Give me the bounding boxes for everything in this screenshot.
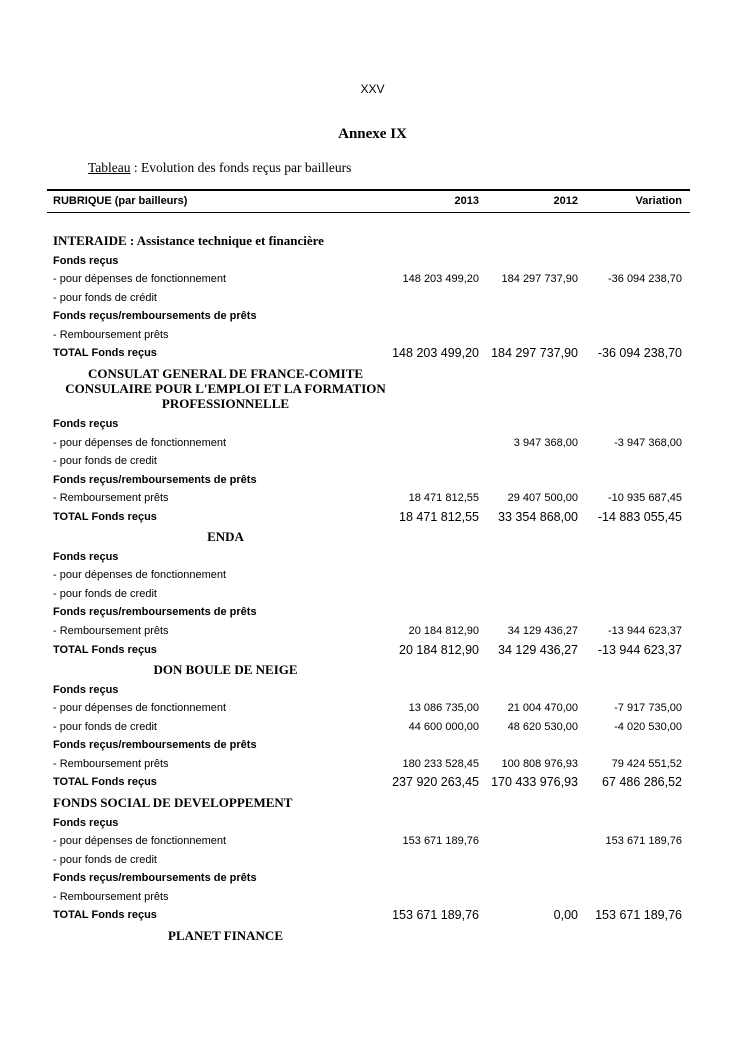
section-heading-line: CONSULAT GENERAL DE FRANCE-COMITE [87,365,364,381]
section-heading-line: ENDA [207,529,244,545]
row-label: - pour fonds de crédit [53,291,157,304]
value-variation: -13 944 623,37 [597,642,682,657]
table-row [47,566,690,585]
row-label: TOTAL Fonds reçus [53,776,157,789]
value-variation: -14 883 055,45 [597,509,682,524]
section-heading [53,662,398,677]
table-row [47,622,690,641]
value-2013: 20 184 812,90 [399,642,479,657]
header-2013: 2013 [454,195,479,207]
table-row [47,585,690,604]
row-label: - pour fonds de credit [53,587,157,600]
table-body [47,213,690,943]
table-row [47,832,690,851]
row-label: Fonds reçus [53,254,119,267]
row-label: - Remboursement prêts [53,890,169,903]
row-label: Fonds reçus/remboursements de prêts [53,473,257,486]
section-heading [53,529,398,544]
table-row [47,736,690,755]
row-label: - pour dépenses de fonctionnement [53,569,227,582]
section-heading-line: PROFESSIONNELLE [161,396,290,412]
section-heading [53,795,690,810]
row-label: TOTAL Fonds reçus [53,510,157,523]
value-2013: 180 233 528,45 [402,757,479,770]
value-2012: 21 004 470,00 [507,702,578,715]
section-heading-line: PLANET FINANCE [168,927,283,943]
row-label: - pour dépenses de fonctionnement [53,436,227,449]
value-2013: 20 184 812,90 [408,624,479,637]
header-variation: Variation [635,195,682,207]
value-2013: 237 920 263,45 [392,775,479,790]
row-label: - pour fonds de credit [53,720,157,733]
caption-text: : Evolution des fonds reçus par bailleurs [130,160,352,175]
row-label: Fonds reçus/remboursements de prêts [53,606,257,619]
value-2013: 44 600 000,00 [408,720,479,733]
row-label: TOTAL Fonds reçus [53,347,157,360]
value-variation: -3 947 368,00 [614,436,682,449]
value-2012: 3 947 368,00 [513,436,578,449]
value-2012: 170 433 976,93 [491,775,578,790]
row-label: Fonds reçus/remboursements de prêts [53,739,257,752]
annex-title: Annexe IX [338,126,407,142]
header-2012: 2012 [553,195,578,207]
value-2013: 148 203 499,20 [392,346,479,361]
header-rubrique: RUBRIQUE (par bailleurs) [53,195,188,207]
value-2012: 0,00 [553,908,578,923]
table-row [47,288,690,307]
caption-label: Tableau [88,160,131,175]
table-row [47,887,690,906]
value-2013: 153 671 189,76 [402,835,479,848]
row-label: Fonds reçus [53,418,119,431]
value-2012: 184 297 737,90 [491,346,578,361]
row-label: Fonds reçus [53,816,119,829]
value-variation: -36 094 238,70 [597,346,682,361]
row-label: TOTAL Fonds reçus [53,643,157,656]
value-variation: -10 935 687,45 [607,492,682,505]
value-2012: 29 407 500,00 [507,492,578,505]
value-2013: 153 671 189,76 [392,908,479,923]
row-label: - pour dépenses de fonctionnement [53,835,227,848]
value-variation: 153 671 189,76 [595,908,682,923]
table-row [47,270,690,289]
table-row [47,548,690,567]
row-label: Fonds reçus/remboursements de prêts [53,310,257,323]
value-variation: 79 424 551,52 [611,757,682,770]
table-row [47,754,690,773]
table-row [47,680,690,699]
row-label: Fonds reçus/remboursements de prêts [53,872,257,885]
table-caption [88,160,745,176]
row-label: - pour fonds de credit [53,455,157,468]
section-heading-line: DON BOULE DE NEIGE [153,662,298,678]
section-heading [53,928,398,943]
table-row [47,489,690,508]
section-heading [53,233,690,248]
table-row [47,452,690,471]
value-2012: 48 620 530,00 [507,720,578,733]
total-row [47,906,690,925]
row-label: Fonds reçus [53,683,119,696]
row-label: - Remboursement prêts [53,492,169,505]
table-row [47,307,690,326]
value-2012: 34 129 436,27 [507,624,578,637]
page-number: XXV [360,82,385,96]
value-variation: -7 917 735,00 [614,702,682,715]
value-2013: 18 471 812,55 [408,492,479,505]
fonds-table [47,189,690,943]
row-label: - pour dépenses de fonctionnement [53,273,227,286]
value-variation: -36 094 238,70 [607,273,682,286]
table-row [47,325,690,344]
table-row [47,251,690,270]
table-header-row [47,191,690,213]
section-heading-line: FONDS SOCIAL DE DEVELOPPEMENT [53,794,293,810]
value-2013: 148 203 499,20 [402,273,479,286]
row-label: - Remboursement prêts [53,757,169,770]
row-label: - Remboursement prêts [53,624,169,637]
table-row [47,813,690,832]
row-label: - Remboursement prêts [53,328,169,341]
table-row [47,415,690,434]
value-variation: -4 020 530,00 [614,720,682,733]
total-row [47,344,690,363]
table-row [47,869,690,888]
section-heading [53,366,398,412]
value-2012: 33 354 868,00 [498,509,578,524]
row-label: - pour fonds de credit [53,853,157,866]
value-2012: 100 808 976,93 [501,757,578,770]
section-heading-line: INTERAIDE : Assistance technique et financière [53,233,324,248]
total-row [47,507,690,526]
value-2012: 34 129 436,27 [498,642,578,657]
row-label: - pour dépenses de fonctionnement [53,702,227,715]
value-variation: 153 671 189,76 [605,835,682,848]
row-label: TOTAL Fonds reçus [53,909,157,922]
value-2013: 18 471 812,55 [399,509,479,524]
table-row [47,850,690,869]
section-heading-line: CONSULAIRE POUR L'EMPLOI ET LA FORMATION [65,381,386,397]
value-variation: -13 944 623,37 [607,624,682,637]
table-row [47,433,690,452]
total-row [47,640,690,659]
total-row [47,773,690,792]
table-row [47,699,690,718]
value-2012: 184 297 737,90 [501,273,578,286]
table-row [47,470,690,489]
table-row [47,603,690,622]
value-2013: 13 086 735,00 [408,702,479,715]
value-variation: 67 486 286,52 [602,775,682,790]
table-row [47,717,690,736]
row-label: Fonds reçus [53,550,119,563]
